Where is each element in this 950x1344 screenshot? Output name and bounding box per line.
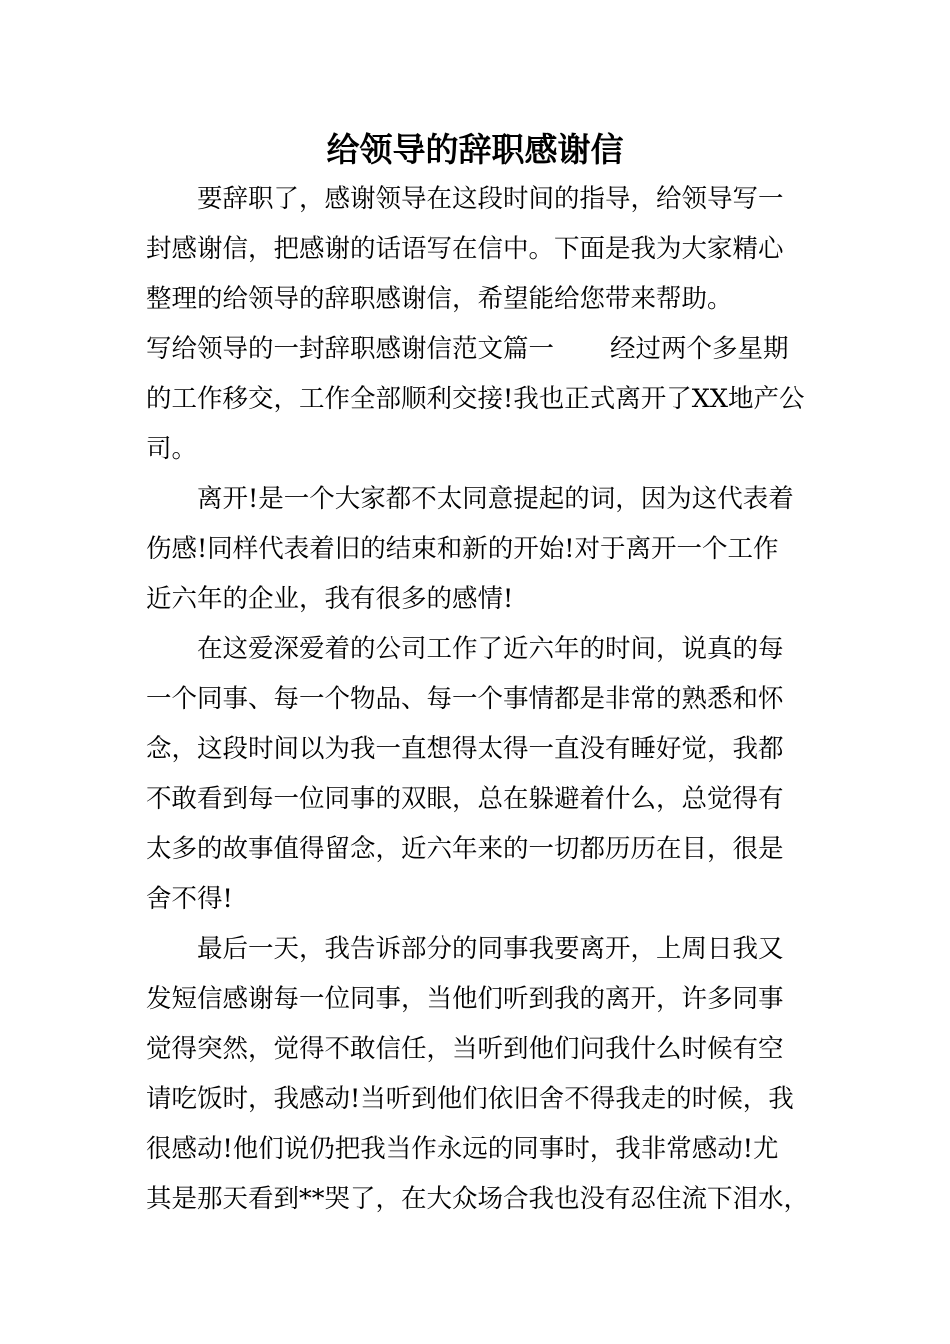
paragraph-line: 很感动!他们说仍把我当作永远的同事时，我非常感动!尤 [146,1134,779,1164]
paragraph-line: 整理的给领导的辞职感谢信，希望能给您带来帮助。 [146,284,733,314]
paragraph-line: 的工作移交，工作全部顺利交接!我也正式离开了XX地产公 [146,384,805,414]
section-heading: 写给领导的一封辞职感谢信范文篇一 [146,334,555,364]
section-heading-line [146,332,789,366]
paragraph-line: 发短信感谢每一位同事，当他们听到我的离开，许多同事 [146,984,784,1014]
paragraph-line: 近六年的企业，我有很多的感情! [146,584,514,614]
paragraph-line: 最后一天，我告诉部分的同事我要离开，上周日我又 [197,934,784,964]
paragraph-line: 一个同事、每一个物品、每一个事情都是非常的熟悉和怀 [146,684,784,714]
paragraph-line: 经过两个多星期 [610,334,789,364]
paragraph-line: 请吃饭时，我感动!当听到他们依旧舍不得我走的时候，我 [146,1084,794,1114]
paragraph-line: 要辞职了，感谢领导在这段时间的指导，给领导写一 [197,184,784,214]
paragraph-line: 不敢看到每一位同事的双眼，总在躲避着什么，总觉得有 [146,784,784,814]
paragraph-line: 觉得突然，觉得不敢信任，当听到他们问我什么时候有空 [146,1034,784,1064]
paragraph-line: 封感谢信，把感谢的话语写在信中。下面是我为大家精心 [146,234,784,264]
paragraph-line: 在这爱深爱着的公司工作了近六年的时间，说真的每 [197,634,784,664]
paragraph-line: 舍不得! [146,884,233,914]
paragraph-line: 念，这段时间以为我一直想得太得一直没有睡好觉，我都 [146,734,784,764]
paragraph-line: 离开!是一个大家都不太同意提起的词，因为这代表着 [197,484,794,514]
paragraph-line: 司。 [146,434,198,464]
paragraph-line: 其是那天看到**哭了，在大众场合我也没有忍住流下泪水， [146,1184,810,1214]
paragraph-line: 伤感!同样代表着旧的结束和新的开始!对于离开一个工作 [146,534,779,564]
paragraph-line: 太多的故事值得留念，近六年来的一切都历历在目，很是 [146,834,784,864]
page-title: 给领导的辞职感谢信 [326,130,624,169]
